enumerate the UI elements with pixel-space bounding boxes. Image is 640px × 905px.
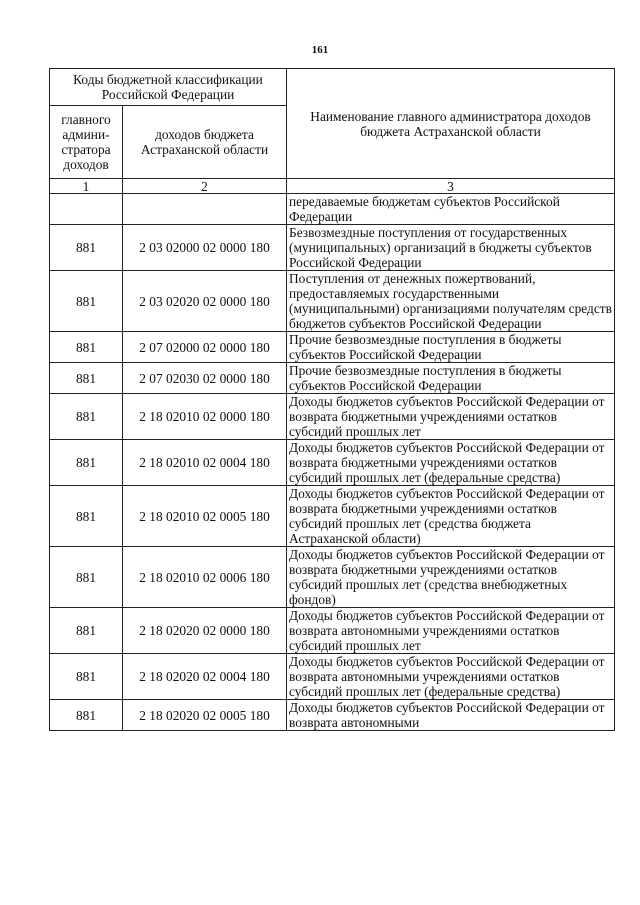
budget-classification-table <box>49 68 615 731</box>
admin-code-cell: 881 <box>50 394 123 440</box>
revenue-code-cell: 2 07 02030 02 0000 180 <box>123 363 287 394</box>
revenue-code-cell: 2 18 02010 02 0005 180 <box>123 486 287 547</box>
revenue-code-cell: 2 03 02000 02 0000 180 <box>123 225 287 271</box>
table-row <box>50 194 615 225</box>
revenue-code-cell: 2 18 02010 02 0000 180 <box>123 394 287 440</box>
revenue-code-cell: 2 03 02020 02 0000 180 <box>123 271 287 332</box>
table-row <box>50 363 615 394</box>
revenue-code-cell: 2 18 02020 02 0004 180 <box>123 654 287 700</box>
table-row <box>50 225 615 271</box>
revenue-name-cell: Доходы бюджетов субъектов Российской Федерации от возврата автономными учреждениями остатков субсидий прошлых лет <box>287 608 615 654</box>
admin-code-cell: 881 <box>50 271 123 332</box>
revenue-name-cell: Доходы бюджетов субъектов Российской Федерации от возврата бюджетными учреждениями остатков субсидий прошлых лет <box>287 394 615 440</box>
admin-code-cell: 881 <box>50 440 123 486</box>
table-row <box>50 654 615 700</box>
revenue-code-cell: 2 18 02010 02 0006 180 <box>123 547 287 608</box>
table-row <box>50 332 615 363</box>
revenue-code-cell: 2 07 02000 02 0000 180 <box>123 332 287 363</box>
header-budget-codes: Коды бюджетной классификации Российской Федерации <box>50 69 287 106</box>
revenue-name-cell: Доходы бюджетов субъектов Российской Федерации от возврата бюджетными учреждениями остатков субсидий прошлых лет (средства внебюджетных фондов) <box>287 547 615 608</box>
admin-code-cell: 881 <box>50 363 123 394</box>
table-row <box>50 440 615 486</box>
revenue-name-cell: Поступления от денежных пожертвований, предоставляемых государственными (муниципальными) организациями получателям средств бюджетов субъектов Российской Федерации <box>287 271 615 332</box>
admin-code-cell: 881 <box>50 654 123 700</box>
table-row <box>50 547 615 608</box>
admin-code-cell <box>50 194 123 225</box>
header-administrator-code: главного админи-стратора доходов <box>50 106 123 179</box>
admin-code-cell: 881 <box>50 225 123 271</box>
table-row <box>50 394 615 440</box>
admin-code-cell: 881 <box>50 486 123 547</box>
column-number-2: 2 <box>123 179 287 194</box>
revenue-code-cell: 2 18 02020 02 0005 180 <box>123 700 287 731</box>
revenue-code-cell: 2 18 02020 02 0000 180 <box>123 608 287 654</box>
admin-code-cell: 881 <box>50 700 123 731</box>
revenue-name-cell: Прочие безвозмездные поступления в бюджеты субъектов Российской Федерации <box>287 332 615 363</box>
revenue-name-cell: Доходы бюджетов субъектов Российской Федерации от возврата автономными учреждениями остатков субсидий прошлых лет (федеральные средства) <box>287 654 615 700</box>
revenue-name-cell: Доходы бюджетов субъектов Российской Федерации от возврата бюджетными учреждениями остатков субсидий прошлых лет (средства бюджета Астраханской области) <box>287 486 615 547</box>
revenue-name-cell: передаваемые бюджетам субъектов Российской Федерации <box>287 194 615 225</box>
table-row <box>50 271 615 332</box>
revenue-name-cell: Доходы бюджетов субъектов Российской Федерации от возврата бюджетными учреждениями остатков субсидий прошлых лет (федеральные средства) <box>287 440 615 486</box>
revenue-name-cell: Доходы бюджетов субъектов Российской Федерации от возврата автономными <box>287 700 615 731</box>
revenue-code-cell: 2 18 02010 02 0004 180 <box>123 440 287 486</box>
page-number: 161 <box>311 44 329 56</box>
table-row <box>50 700 615 731</box>
revenue-code-cell <box>123 194 287 225</box>
header-administrator-name: Наименование главного администратора доходов бюджета Астраханской области <box>287 69 615 179</box>
column-number-1: 1 <box>50 179 123 194</box>
column-number-3: 3 <box>287 179 615 194</box>
admin-code-cell: 881 <box>50 547 123 608</box>
revenue-name-cell: Безвозмездные поступления от государственных (муниципальных) организаций в бюджеты субъектов Российской Федерации <box>287 225 615 271</box>
table-row <box>50 486 615 547</box>
admin-code-cell: 881 <box>50 608 123 654</box>
admin-code-cell: 881 <box>50 332 123 363</box>
table-row <box>50 608 615 654</box>
header-revenue-code: доходов бюджета Астраханской области <box>123 106 287 179</box>
revenue-name-cell: Прочие безвозмездные поступления в бюджеты субъектов Российской Федерации <box>287 363 615 394</box>
